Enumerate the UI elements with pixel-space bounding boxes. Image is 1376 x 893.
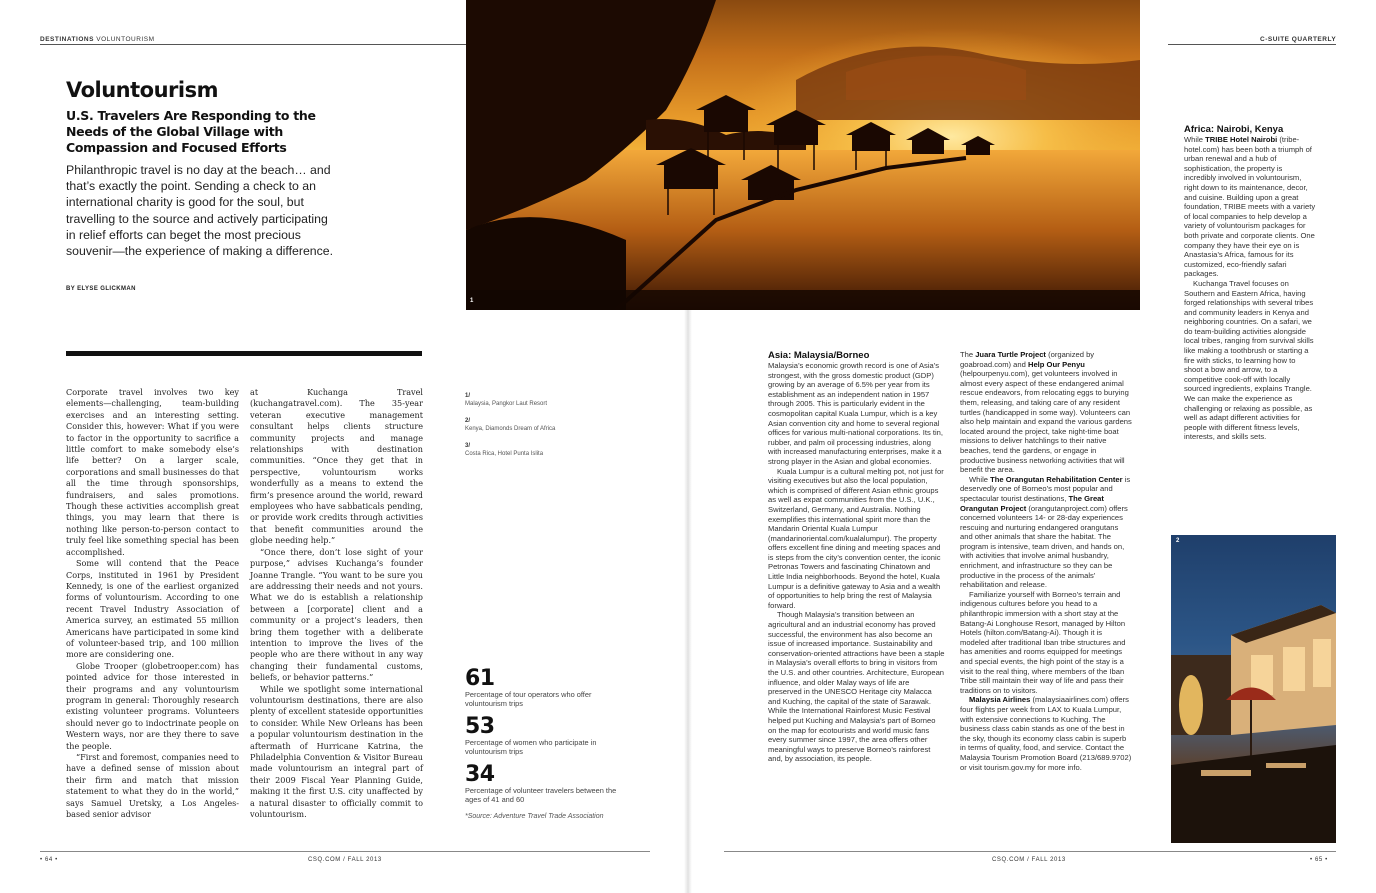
asia-column-1 xyxy=(768,350,945,764)
bold-name: Help Our Penyu xyxy=(1027,359,1085,369)
africa-col-body xyxy=(1184,135,1316,442)
paragraph: Though Malaysia’s transition between an agricultural and an industrial economy has proved successful, the environment has also become an issue of increased importance. Sustainability and conservation-oriented attractions have been a staple in Malaysia’s overall efforts to bring in visitors from the U.S. and other countries. Architecture, European influence, and older Malay ways of life are preserved in the UNESCO Heritage city Malacca and Kuching, the capital of the state of Sarawak. While the International Rainforest Music Festival helped put Kuching and Malaysia’s part of Borneo on the map for ecotourists and world music fans every summer since 1997, the area offers other meaningful ways to preserve Borneo’s rainforest and, by association, its people. xyxy=(768,610,945,764)
terrace-resort-photo xyxy=(1171,535,1336,843)
paragraph: at Kuchanga Travel (kuchangatravel.com). The 35-year veteran executive management consultant helps clients structure community projects and manage relationships with destination communities. “Once they get that in perspective, voluntourism works wonderfully as a means to extend the firm’s presence around the world, reward employees who have sabbaticals pending, or provide work credits through activities that benefit communities around the globe needing help.” xyxy=(250,387,423,546)
body-column-2 xyxy=(250,387,423,820)
bold-name: Juara Turtle Project xyxy=(975,350,1046,359)
page-number-left: • 64 • xyxy=(40,857,58,863)
terrace-illustration xyxy=(1171,535,1336,843)
body-column-1 xyxy=(66,387,239,820)
caption-text: Costa Rica, Hotel Punta Islita xyxy=(465,450,544,457)
article-dek: Philanthropic travel is no day at the beach… and that’s exactly the point. Sending a check to an international charity is good for the soul, but travelling to the source and actively participating in relief efforts can beget the most precious souvenir—the experience of making a difference. xyxy=(66,163,334,259)
folio-text-left: CSQ.COM / FALL 2013 xyxy=(308,857,382,863)
running-head-topic: VOLUNTOURISM xyxy=(96,36,155,43)
paragraph: Some will contend that the Peace Corps, instituted in 1961 by President Kennedy, is one of the earliest organized forms of voluntourism. According to one recent Travel Industry Association of America survey, an estimated 55 million Americans have participated in some kind of volunteer-based trip, and 100 million more are considering one. xyxy=(66,558,240,660)
stat-description: Percentage of volunteer travelers between the ages of 41 and 60 xyxy=(465,786,617,804)
header-rule-right xyxy=(1168,44,1336,45)
caption-text: Kenya, Diamonds Dream of Africa xyxy=(465,425,556,432)
paragraph: While we spotlight some international voluntourism destinations, there are also plenty of excellent stateside opportunities to consider. While New Orleans has been a popular voluntourism destination in the aftermath of Hurricane Katrina, the Philadelphia Convention & Visitor Bureau made voluntourism an integral part of their 2009 Fiscal Year Planning Guide, making it the first U.S. city unaffected by a natural disaster to officially commit to voluntourism. xyxy=(250,683,423,820)
paragraph: Globe Trooper (globetrooper.com) has pointed advice for those interested in their programs and any voluntourism program in general: Thoroughly research existing volunteer programs. Volunteers should never go to indoctrinate people on Western ways, nor are they there to save the people. xyxy=(66,660,239,751)
header-rule xyxy=(40,44,466,45)
stat-value: 61 xyxy=(465,666,495,691)
photo-number: 1 xyxy=(470,298,474,304)
stat-item xyxy=(465,668,625,708)
stat-value: 34 xyxy=(465,762,495,787)
page-number-right: • 65 • xyxy=(1310,857,1328,863)
running-head-title: C-SUITE QUARTERLY xyxy=(1260,36,1337,43)
paragraph: Malaysia’s economic growth record is one of Asia’s strongest, with the gross domestic product (GDP) growing by an average of 6.5% per year from its establishment as an independent nation in 1957 through 2005. This is particularly evident in the cosmopolitan capital Kuala Lumpur, which is a key Asian convention city and home to several regional offices for various multi-national corporations. Its tin, rubber, and palm oil processing industries, along with increased manufacturing enterprises, make it a strong player in the Asian and global economies. xyxy=(768,361,944,466)
section-heading-asia: Asia: Malaysia/Borneo xyxy=(768,350,870,361)
photo-number: 2 xyxy=(1176,538,1180,544)
bold-name: Malaysia Airlines xyxy=(969,695,1031,705)
caption-item xyxy=(465,393,560,408)
bold-name: TRIBE Hotel Nairobi xyxy=(1205,135,1278,144)
bold-name: The Orangutan Rehabilitation Center xyxy=(990,474,1123,484)
running-head-left xyxy=(40,36,154,43)
sunset-illustration xyxy=(466,0,1140,310)
paragraph: Malaysia Airlines (malaysiaairlines.com) offers four flights per week from LAX to Kuala Lumpur, with extensive connections to Kuching. The business class cabin stands as one of the best in the sky, though its economy class cabin is superb in terms of quality, food, and service. Contact the Malaysia Tourism Promotion Board (213/689.9702) or visit tourism.gov.my for more info. xyxy=(960,695,1132,772)
stat-description: Percentage of tour operators who offer voluntourism trips xyxy=(465,690,592,708)
stat-value: 53 xyxy=(465,714,495,739)
byline: BY ELYSE GLICKMAN xyxy=(66,286,136,292)
africa-column xyxy=(1184,124,1316,442)
running-head-right xyxy=(1260,36,1336,43)
stats-sidebar xyxy=(465,668,625,821)
heavy-rule xyxy=(66,351,422,356)
stat-item xyxy=(465,764,625,804)
caption-text: Malaysia, Pangkor Laut Resort xyxy=(465,400,548,407)
caption-number: 3/ xyxy=(465,443,471,450)
section-heading-africa: Africa: Nairobi, Kenya xyxy=(1184,124,1284,135)
folio-text-right: CSQ.COM / FALL 2013 xyxy=(992,857,1066,863)
stats-source: *Source: Adventure Travel Trade Association xyxy=(465,813,604,820)
caption-item xyxy=(465,443,560,458)
stat-item xyxy=(465,716,625,756)
footer-rule xyxy=(40,851,650,852)
asia-col1-body xyxy=(768,361,945,764)
article-title: Voluntourism xyxy=(66,78,218,102)
footer-rule-right xyxy=(724,851,1336,852)
paragraph: Kuchanga Travel focuses on Southern and Eastern Africa, having forged relationships with several tribes and community leaders in Kenya and neighboring countries. On a safari, we do team-building activities alongside local tribes, ranging from survival skills like making a toothbrush or starting a fire with sticks, to learning how to shoot a bow and arrow, to a competitive cook-off with locally sourced ingredients, explains Trangle. We can make the experience as challenging or relaxing as possible, as well as adapt different activities for people with different fitness levels, interests, and skills sets. xyxy=(1184,278,1314,442)
photo-captions xyxy=(465,393,560,469)
bold-name: The Great Orangutan Project xyxy=(960,493,1104,513)
paragraph: “Once there, don’t lose sight of your purpose,” advises Kuchanga’s founder Joanne Trangle. “You want to be sure you are addressing their needs and not yours. What we do is establish a relationship between a [corporate] client and a community or a project’s leaders, then bring them together with a deliberate intention to improve the lives of the people who are there without in any way changing their fundamental customs, beliefs, or behavior patterns.” xyxy=(250,546,423,683)
running-head-section: DESTINATIONS xyxy=(40,36,94,43)
paragraph: Kuala Lumpur is a cultural melting pot, not just for visiting executives but also the local population, which is comprised of different Asian ethnic groups as well as expat communities from the U.S., U.K., Switzerland, Germany, and Australia. Nothing exemplifies this international spirit more than the Mandarin Oriental Kuala Lumpur (mandarinoriental.com/kualalumpur). The property offers excellent fine dining and meeting spaces and is steps from the city’s convention center, the iconic Petronas Towers and fascinating Chinatown and Little India neighborhoods. Beyond the hotel, Kuala Lumpur is a definitive gateway to Asia and a wealth of opportunities to help bring the rest of Malaysia forward. xyxy=(768,466,944,610)
paragraph: While The Orangutan Rehabilitation Center is deservedly one of Borneo’s most popular and spectacular tourist destinations, The Great Orangutan Project (orangutanproject.com) offers concerned volunteers 14- or 28-day experiences rescuing and nurturing endangered orangutans and other animals that share the habitat. The program is intensive, team driven, and hands on, with activities that involve animal husbandry, enrichment, and infrastructure so they can be productive in the process of the animals’ rehabilitation and release. xyxy=(960,474,1131,590)
paragraph: While TRIBE Hotel Nairobi (tribe-hotel.com) has been both a triumph of urban renewal and a hub of sophistication, the property is incredibly involved in voluntourism, right down to its maintenance, decor, and cuisine. Building upon a great foundation, TRIBE meets with a variety of local companies to help develop a variety of voluntourism packages for both private and corporate clients. One company they have their eye on is Anastasia’s Africa, famous for its customized, eco-friendly safari packages. xyxy=(1184,135,1316,279)
asia-column-2 xyxy=(960,350,1132,772)
paragraph: “First and foremost, companies need to have a defined sense of mission about their firm and match that mission statement to what they do in the world,” says Samuel Uretsky, a Los Angeles-based senior advisor xyxy=(66,752,239,820)
sunset-resort-photo xyxy=(466,0,1140,310)
stat-description: Percentage of women who participate in voluntourism trips xyxy=(465,738,597,756)
caption-number: 2/ xyxy=(465,418,471,425)
caption-number: 1/ xyxy=(465,393,471,399)
article-subtitle: U.S. Travelers Are Responding to the Needs of the Global Village with Compassion and Focused Efforts xyxy=(66,108,316,155)
paragraph: Familiarize yourself with Borneo’s terrain and indigenous cultures before you head to a philanthropic immersion with a short stay at the Batang-Ai Longhouse Resort, managed by Hilton Hotels (hilton.com/Batang-Ai). Though it is modeled after traditional Iban tribe structures and has amenities and rooms equipped for meetings and special events, the high point of the stay is a visit to the real thing, where members of the Iban Tribe still maintain their way of life and pass their traditions on to visitors. xyxy=(960,589,1126,695)
paragraph: The Juara Turtle Project (organized by goabroad.com) and Help Our Penyu (helpourpenyu.com), get volunteers involved in almost every aspect of these endangered animal rescue endeavors, from relocating eggs to burying them, releasing, and taking care of any resident turtles (handicapped in some way). Volunteers can also help maintain and expand the various gardens located around the project, take night-time boat missions to deliver hatchlings to their native beaches, tend the gardens, or engage in productive business networking activities that will benefit the area. xyxy=(960,350,1132,475)
caption-item xyxy=(465,418,560,433)
paragraph: Corporate travel involves two key elements—challenging, team-building exercises and an interesting setting. Consider this, however: What if you were to factor in the opportunity to sacrifice a little comfort to make somebody else’s life better? On a larger scale, corporations and small businesses do that all the time through sponsorships, fundraisers, and sales promotions. Though these activities accomplish great things, you may learn that there is nothing like person-to-person contact to truly feel like something special has been accomplished. xyxy=(66,387,240,557)
